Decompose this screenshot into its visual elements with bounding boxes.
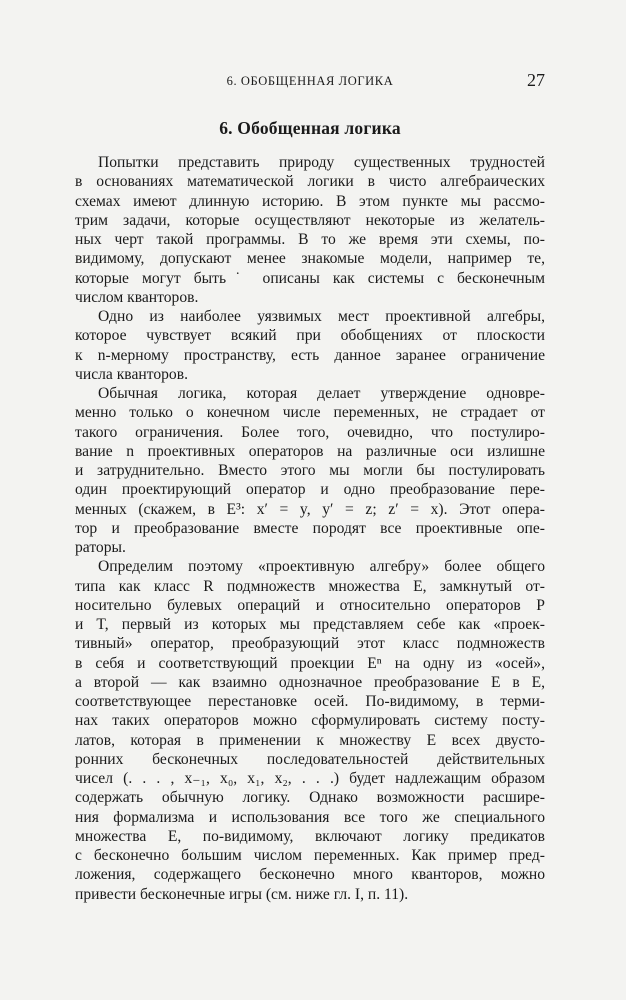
- text-line: а второй — как взаимно однозначное преобразование E в E,: [75, 673, 545, 691]
- paragraph: [75, 557, 545, 904]
- paragraph: [75, 384, 545, 557]
- text-line: тивный» оператор, преобразующий этот класс подмножеств: [75, 635, 545, 653]
- section-title: 6. Обобщенная логика: [219, 118, 401, 138]
- text-line: Определим поэтому «проективную алгебру» более общего: [98, 558, 545, 576]
- text-line: один проектирующий оператор и одно преобразование пере-: [75, 481, 545, 499]
- text-line: которое чувствует всякий при обобщениях от плоскости: [75, 327, 545, 345]
- text-line: которые могут быть˙ описаны как системы с бесконечным: [75, 269, 545, 287]
- text-line: Обычная логика, которая делает утверждение одновре-: [98, 385, 545, 402]
- text-line: и затруднительно. Вместо этого мы могли бы постулировать: [75, 462, 545, 479]
- page-number: 27: [527, 70, 545, 90]
- text-line: вание n проективных операторов на различные оси излишне: [75, 442, 545, 460]
- paragraph: [75, 307, 545, 384]
- text-line: соответствующее перестановке осей. По-видимому, в терми-: [75, 693, 545, 710]
- text-line: чисел (. . . , x₋₁, x₀, x₁, x₂, . . .) будет надлежащим образом: [75, 770, 545, 787]
- text-line: менно только о конечном числе переменных, не страдает от: [75, 404, 545, 422]
- text-line: менных (скажем, в E³: x′ = y, y′ = z; z′ = x). Этот опера-: [75, 500, 545, 518]
- text-line: числа кванторов.: [75, 365, 188, 383]
- text-line: типа как класс R подмножеств множества E, замкнутый от-: [75, 577, 545, 595]
- text-line: с бесконечно большим числом переменных. Как пример пред-: [75, 847, 545, 864]
- text-line: такого ограничения. Более того, очевидно, что постулиро-: [75, 423, 545, 441]
- text-line: Попытки представить природу существенных трудностей: [98, 154, 545, 171]
- text-line: раторы.: [75, 539, 126, 556]
- text-line: к n-мерному пространству, есть данное заранее ограничение: [75, 346, 545, 364]
- text-line: в основаниях математической логики в чисто алгебраических: [75, 173, 545, 191]
- text-line: привести бесконечные игры (см. ниже гл. I, п. 11).: [75, 885, 409, 903]
- running-title: 6. ОБОБЩЕННАЯ ЛОГИКА: [226, 74, 394, 88]
- text-line: видимому, допускают менее знакомые модели, например те,: [75, 250, 545, 268]
- text-line: схемах имеют длинную историю. В этом пункте мы рассмо-: [75, 192, 545, 210]
- text-line: нах таких операторов можно сформулировать систему посту-: [75, 712, 545, 730]
- paragraph: [75, 153, 545, 307]
- running-head: [75, 70, 545, 94]
- text-line: множества E, по-видимому, включают логику предикатов: [75, 827, 545, 845]
- text-line: числом кванторов.: [75, 288, 199, 306]
- text-line: латов, которая в применении к множеству E всех двусто-: [75, 731, 545, 749]
- text-line: трим задачи, которые осуществляют некоторые из желатель-: [75, 211, 545, 229]
- text-line: ронних бесконечных последовательностей действительных: [75, 750, 545, 768]
- body-text: [75, 153, 545, 904]
- text-line: в себя и соответствующий проекции Eⁿ на одну из «осей»,: [75, 654, 545, 672]
- text-line: ния формализма и использования все того же специального: [75, 808, 545, 826]
- text-line: ложения, содержащего бесконечно много кванторов, можно: [75, 866, 545, 884]
- text-line: тор и преобразование вместе породят все проективные опе-: [75, 519, 545, 537]
- text-line: содержать обычную логику. Однако возможности расшире-: [75, 789, 545, 807]
- text-line: Одно из наиболее уязвимых мест проективной алгебры,: [98, 308, 545, 325]
- text-line: и T, первый из которых мы представляем себе как «проек-: [75, 616, 545, 633]
- text-line: ных черт такой программы. В то же время эти схемы, по-: [75, 231, 545, 248]
- text-line: носительно булевых операций и относительно операторов P: [75, 596, 545, 614]
